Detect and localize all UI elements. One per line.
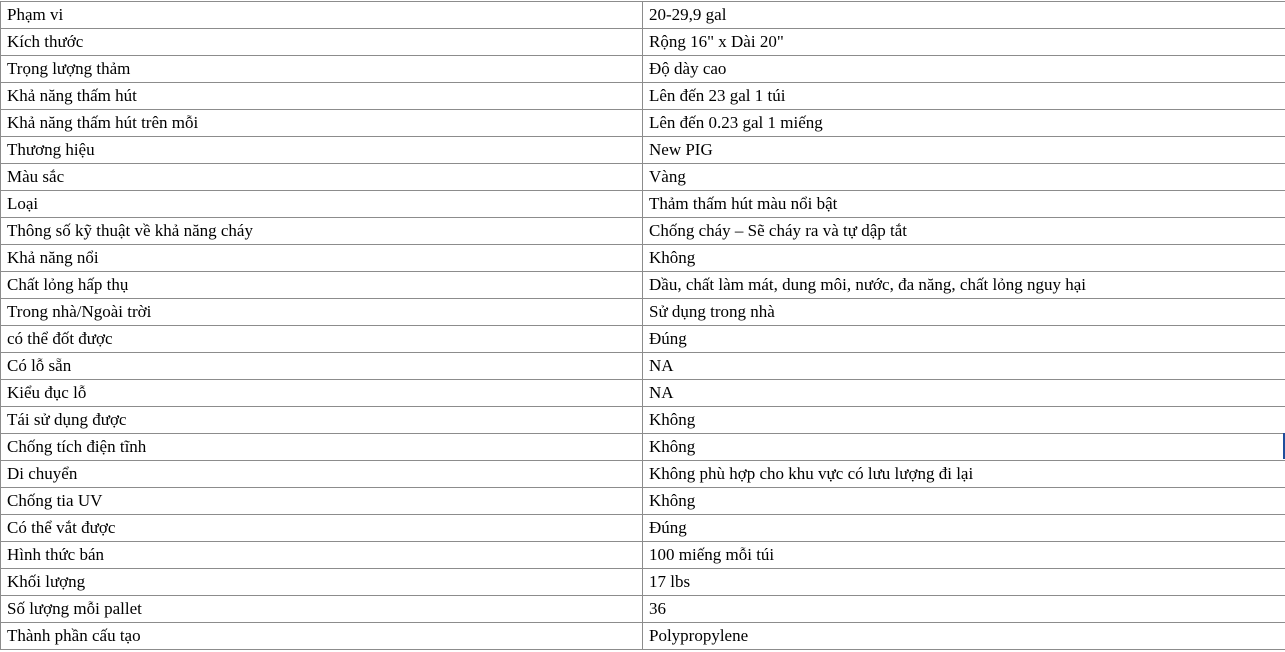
spec-label-cell[interactable]: Có lỗ sẵn xyxy=(1,353,643,380)
table-row xyxy=(1,407,1285,434)
table-row xyxy=(1,29,1285,56)
spec-value-cell[interactable]: Sử dụng trong nhà xyxy=(643,299,1285,326)
spec-label-cell[interactable]: Di chuyển xyxy=(1,461,643,488)
table-row xyxy=(1,164,1285,191)
spec-value-cell[interactable]: 100 miếng mỗi túi xyxy=(643,542,1285,569)
spec-label-cell[interactable]: Chất lỏng hấp thụ xyxy=(1,272,643,299)
table-row xyxy=(1,191,1285,218)
spec-value-cell[interactable]: Chống cháy – Sẽ cháy ra và tự dập tắt xyxy=(643,218,1285,245)
spec-label-cell[interactable]: Trong nhà/Ngoài trời xyxy=(1,299,643,326)
spec-value-cell[interactable]: Độ dày cao xyxy=(643,56,1285,83)
spec-label-cell[interactable]: Số lượng mỗi pallet xyxy=(1,596,643,623)
table-row xyxy=(1,569,1285,596)
spec-value-cell[interactable]: Không phù hợp cho khu vực có lưu lượng đi lại xyxy=(643,461,1285,488)
spec-value-cell[interactable]: Đúng xyxy=(643,326,1285,353)
spec-table xyxy=(0,1,1285,650)
spec-label-cell[interactable]: Thương hiệu xyxy=(1,137,643,164)
spec-value-cell[interactable]: Không xyxy=(643,488,1285,515)
spec-value-cell[interactable]: NA xyxy=(643,380,1285,407)
table-row xyxy=(1,488,1285,515)
spec-value-cell[interactable]: Rộng 16" x Dài 20" xyxy=(643,29,1285,56)
spec-label-cell[interactable]: Khả năng nổi xyxy=(1,245,643,272)
table-row xyxy=(1,137,1285,164)
spreadsheet-area xyxy=(0,1,1282,650)
table-row xyxy=(1,2,1285,29)
table-row xyxy=(1,110,1285,137)
table-row xyxy=(1,56,1285,83)
spec-value-cell[interactable]: New PIG xyxy=(643,137,1285,164)
spec-label-cell[interactable]: Tái sử dụng được xyxy=(1,407,643,434)
table-row xyxy=(1,353,1285,380)
spec-label-cell[interactable]: có thể đốt được xyxy=(1,326,643,353)
table-row xyxy=(1,515,1285,542)
spec-value-cell[interactable]: Polypropylene xyxy=(643,623,1285,650)
spec-label-cell[interactable]: Màu sắc xyxy=(1,164,643,191)
spec-value-cell[interactable]: Không xyxy=(643,434,1285,461)
spec-label-cell[interactable]: Có thể vắt được xyxy=(1,515,643,542)
spec-label-cell[interactable]: Kiểu đục lỗ xyxy=(1,380,643,407)
spec-value-cell[interactable]: Lên đến 0.23 gal 1 miếng xyxy=(643,110,1285,137)
table-row xyxy=(1,623,1285,650)
spec-label-cell[interactable]: Khả năng thấm hút trên mỗi xyxy=(1,110,643,137)
spec-value-cell[interactable]: Lên đến 23 gal 1 túi xyxy=(643,83,1285,110)
table-row xyxy=(1,596,1285,623)
spec-label-cell[interactable]: Kích thước xyxy=(1,29,643,56)
table-row xyxy=(1,326,1285,353)
spec-value-cell[interactable]: 17 lbs xyxy=(643,569,1285,596)
spec-value-cell[interactable]: Thảm thấm hút màu nổi bật xyxy=(643,191,1285,218)
spec-value-cell[interactable]: 20-29,9 gal xyxy=(643,2,1285,29)
spec-label-cell[interactable]: Khả năng thấm hút xyxy=(1,83,643,110)
spec-label-cell[interactable]: Chống tích điện tĩnh xyxy=(1,434,643,461)
table-row xyxy=(1,245,1285,272)
spec-table-body xyxy=(1,2,1285,650)
table-row xyxy=(1,542,1285,569)
spec-value-cell[interactable]: Không xyxy=(643,407,1285,434)
spec-value-cell[interactable]: Dầu, chất làm mát, dung môi, nước, đa năng, chất lỏng nguy hại xyxy=(643,272,1285,299)
table-row xyxy=(1,461,1285,488)
spec-value-cell[interactable]: Đúng xyxy=(643,515,1285,542)
table-row xyxy=(1,272,1285,299)
spec-label-cell[interactable]: Chống tia UV xyxy=(1,488,643,515)
spec-label-cell[interactable]: Trọng lượng thảm xyxy=(1,56,643,83)
table-row xyxy=(1,299,1285,326)
table-row xyxy=(1,218,1285,245)
table-row xyxy=(1,434,1285,461)
spec-label-cell[interactable]: Khối lượng xyxy=(1,569,643,596)
spec-label-cell[interactable]: Phạm vi xyxy=(1,2,643,29)
spec-label-cell[interactable]: Hình thức bán xyxy=(1,542,643,569)
spec-label-cell[interactable]: Thông số kỹ thuật về khả năng cháy xyxy=(1,218,643,245)
spec-value-cell[interactable]: Vàng xyxy=(643,164,1285,191)
spec-value-cell[interactable]: 36 xyxy=(643,596,1285,623)
spec-label-cell[interactable]: Thành phần cấu tạo xyxy=(1,623,643,650)
spec-value-cell[interactable]: NA xyxy=(643,353,1285,380)
spec-label-cell[interactable]: Loại xyxy=(1,191,643,218)
table-row xyxy=(1,380,1285,407)
spec-value-cell[interactable]: Không xyxy=(643,245,1285,272)
table-row xyxy=(1,83,1285,110)
